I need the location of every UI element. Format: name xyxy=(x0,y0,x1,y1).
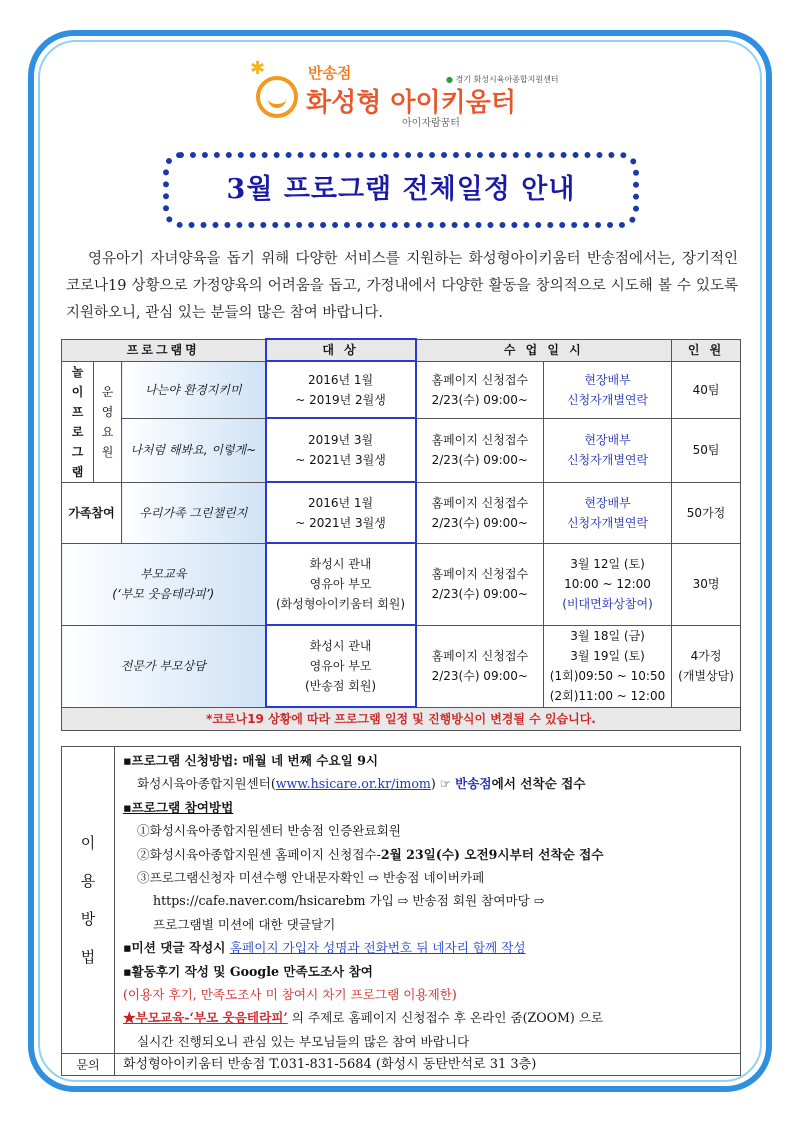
logo-subtitle: 아이자람꿈터 xyxy=(402,118,460,129)
count-cell: 50가정 xyxy=(672,482,741,543)
usage-line: 실시간 진행되오니 관심 있는 부모님들의 많은 참여 바랍니다 xyxy=(137,1033,470,1049)
table-row xyxy=(62,418,741,482)
usage-line: ★부모교육-‘부모 웃음테라피’ 의 주제로 홈페이지 신청접수 후 온라인 줌(ZOOM) 으로 xyxy=(123,1010,604,1026)
apply-cell: 홈페이지 신청접수 2/23(수) 09:00~ xyxy=(416,543,544,625)
usage-table xyxy=(61,746,741,1076)
header-target: 대 상 xyxy=(266,339,416,361)
intro-paragraph: 영유아기 자녀양육을 돕기 위해 다양한 서비스를 지원하는 화성형아이키움터 반송점에서는, 장기적인 코로나19 상황으로 가정양육의 어려움을 돕고, 가정내에서 다양한 활동을 창의적으로 시도해 볼 수 있도록 지원하오니, 관심 있는 분들의 많은 참여 바랍니다. xyxy=(66,251,738,321)
usage-line: 프로그램별 미션에 대한 댓글달기 xyxy=(153,916,336,932)
logo-name: 화성형 아이키움터 xyxy=(306,88,516,118)
usage-line: ▪프로그램 참여방법 xyxy=(123,799,234,815)
header-program: 프로그램명 xyxy=(62,339,266,361)
schedule-table xyxy=(61,338,741,731)
usage-line: ③프로그램신청자 미션수행 안내문자확인 ⇨ 반송점 네이버카페 xyxy=(137,870,485,886)
table-row xyxy=(62,543,741,625)
group-label: 놀이프로그램 xyxy=(62,361,94,482)
count-cell: 50팀 xyxy=(672,418,741,482)
group-sublabel: 운영요원 xyxy=(94,361,122,482)
star-icon: ✱ xyxy=(250,58,266,79)
apply-cell: 홈페이지 신청접수 2/23(수) 09:00~ xyxy=(416,625,544,707)
contact-info: 화성형아이키움터 반송점 T.031-831-5684 (화성시 동탄반석로 31 3층) xyxy=(115,1054,741,1076)
contact-label: 문의 xyxy=(62,1054,115,1076)
smile-face-icon xyxy=(256,76,298,118)
website-link[interactable]: www.hsicare.or.kr/imom xyxy=(275,776,431,792)
usage-line: ①화성시육아종합지원센터 반송점 인증완료회원 xyxy=(137,823,401,839)
target-cell: 2019년 3월 ~ 2021년 3월생 xyxy=(266,418,416,482)
usage-line: ▪활동후기 작성 및 Google 만족도조사 참여 xyxy=(123,963,373,979)
target-cell: 2016년 1월 ~ 2019년 2월생 xyxy=(266,361,416,418)
usage-line: 화성시육아종합지원센터(www.hsicare.or.kr/imom) ☞ 반송점에서 선착순 접수 xyxy=(137,776,586,792)
logo-org: ● 경기 화성시육아종합지원센터 xyxy=(446,75,559,84)
apply-cell: 홈페이지 신청접수 2/23(수) 09:00~ xyxy=(416,361,544,418)
count-cell: 30명 xyxy=(672,543,741,625)
count-cell: 40팀 xyxy=(672,361,741,418)
logo-branch: 반송점 xyxy=(308,64,352,82)
usage-label: 이 용 방 법 xyxy=(62,747,115,1054)
usage-line: ▪프로그램 신청방법: 매월 네 번째 수요일 9시 xyxy=(123,753,379,768)
when-cell: 현장배부 신청자개별연락 xyxy=(544,418,672,482)
apply-cell: 홈페이지 신청접수 2/23(수) 09:00~ xyxy=(416,482,544,543)
cafe-link-line: https://cafe.naver.com/hsicarebm 가입 ⇨ 반송점 회원 참여마당 ⇨ xyxy=(153,893,545,909)
target-cell: 2016년 1월 ~ 2021년 3월생 xyxy=(266,482,416,543)
page-title: 3월 프로그램 전체일정 안내 xyxy=(226,174,576,205)
apply-cell: 홈페이지 신청접수 2/23(수) 09:00~ xyxy=(416,418,544,482)
when-cell: 3월 12일 (토) 10:00 ~ 12:00 (비대면화상참여) xyxy=(544,543,672,625)
logo xyxy=(250,58,559,130)
target-cell: 화성시 관내 영유아 부모 (화성형아이키움터 회원) xyxy=(266,543,416,625)
program-name: 전문가 부모상담 xyxy=(62,625,266,707)
usage-line: (이용자 후기, 만족도조사 미 참여시 차기 프로그램 이용제한) xyxy=(123,987,457,1003)
category-label: 가족참여 xyxy=(62,482,122,543)
table-row xyxy=(62,482,741,543)
usage-content xyxy=(115,747,741,1054)
program-name: 우리가족 그린챌린지 xyxy=(122,482,266,543)
usage-line: ②화성시육아종합지원센 홈페이지 신청접수-2월 23일(수) 오전9시부터 선착순 접수 xyxy=(137,846,604,862)
target-cell: 화성시 관내 영유아 부모 (반송점 회원) xyxy=(266,625,416,707)
table-row xyxy=(62,625,741,707)
program-name: 나는야 환경지키미 xyxy=(122,361,266,418)
header-count: 인 원 xyxy=(672,339,741,361)
program-name: 나처럼 해봐요, 이렇게~ xyxy=(122,418,266,482)
usage-line: ▪미션 댓글 작성시 홈페이지 가입자 성명과 전화번호 뒤 네자리 함께 작성 xyxy=(123,940,526,956)
count-cell: 4가정 (개별상담) xyxy=(672,625,741,707)
when-cell: 현장배부 신청자개별연락 xyxy=(544,482,672,543)
table-row xyxy=(62,361,741,418)
program-name: 부모교육 (‘부모 웃음테라피’) xyxy=(62,543,266,625)
table-note: *코로나19 상황에 따라 프로그램 일정 및 진행방식이 변경될 수 있습니다. xyxy=(62,707,741,731)
when-cell: 3월 18일 (금) 3월 19일 (토) (1회)09:50 ~ 10:50 (2회)11:00 ~ 12:00 xyxy=(544,625,672,707)
table-header-row xyxy=(62,339,741,361)
header-schedule: 수 업 일 시 xyxy=(416,339,672,361)
when-cell: 현장배부 신청자개별연락 xyxy=(544,361,672,418)
table-note-row xyxy=(62,707,741,731)
